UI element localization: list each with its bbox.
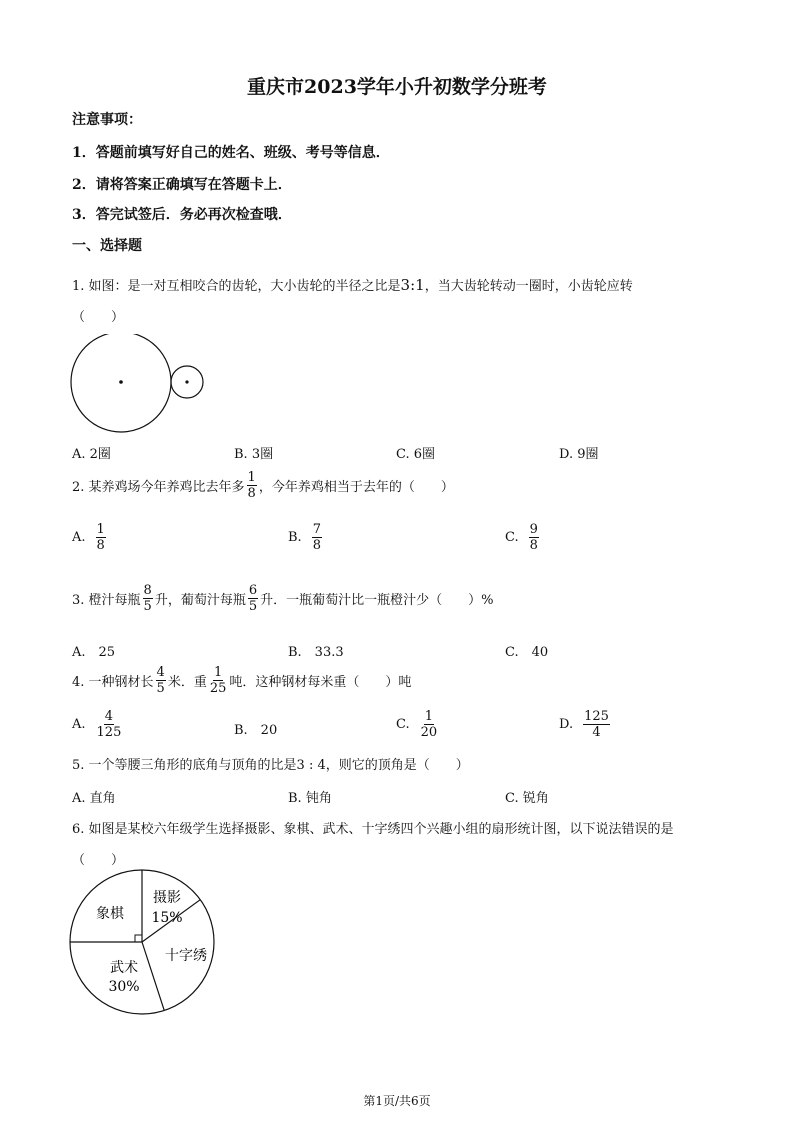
q4-option-c[interactable] xyxy=(396,709,440,740)
denominator: 125 xyxy=(96,725,122,740)
numerator: 6 xyxy=(248,583,258,598)
q2-text-b: ，今年养鸡相当于去年的（ ） xyxy=(258,480,454,495)
gear-diagram xyxy=(70,334,210,434)
option-fraction xyxy=(420,709,439,740)
q1-option-a[interactable]: A. 2圈 xyxy=(72,447,111,462)
numerator: 1 xyxy=(247,470,256,485)
numerator: 4 xyxy=(104,709,114,724)
q1-ratio: 3:1 xyxy=(400,276,425,294)
question-4 xyxy=(72,665,411,696)
option-label: A. xyxy=(72,530,86,545)
page-title: 重庆市2023学年小升初数学分班考 xyxy=(247,76,547,98)
q4-text-b: 米．重 xyxy=(167,675,207,690)
q4-fraction-2 xyxy=(209,665,228,696)
option-label: A. xyxy=(72,717,86,732)
q4-fraction-1 xyxy=(156,665,166,696)
q2-option-c[interactable] xyxy=(505,522,541,553)
q3-option-b[interactable]: B. 33.3 xyxy=(288,645,344,660)
q3-text-c: 升．一瓶葡萄汁比一瓶橙汁少（ ）% xyxy=(260,593,494,608)
denominator: 8 xyxy=(312,538,321,553)
numerator: 1 xyxy=(213,665,223,680)
q1-text-a: 1. 如图：是一对互相咬合的齿轮，大小齿轮的半径之比是 xyxy=(72,279,401,294)
q1-paren: （ ） xyxy=(72,310,125,325)
numerator: 8 xyxy=(143,583,152,598)
q6-paren: （ ） xyxy=(72,853,125,868)
label-sheying-pct: 15% xyxy=(151,910,183,926)
option-fraction xyxy=(583,709,610,740)
q1-option-c[interactable]: C. 6圈 xyxy=(396,447,436,462)
question-2 xyxy=(72,470,454,501)
option-fraction xyxy=(96,522,106,553)
denominator: 20 xyxy=(420,725,438,740)
q4-option-d[interactable] xyxy=(559,709,612,740)
denominator: 25 xyxy=(209,681,227,696)
page-footer: 第1页/共6页 xyxy=(363,1094,431,1108)
notice-item-1: 1．答题前填写好自己的姓名、班级、考号等信息． xyxy=(72,145,390,161)
denominator: 4 xyxy=(592,725,601,740)
pie-chart xyxy=(68,868,220,1020)
q3-option-a[interactable]: A. 25 xyxy=(72,645,116,660)
option-fraction xyxy=(529,522,539,553)
label-sheying: 摄影 xyxy=(153,890,181,906)
q5-option-c[interactable]: C. 锐角 xyxy=(505,791,549,806)
numerator: 1 xyxy=(424,709,434,724)
option-label: D. xyxy=(559,717,574,732)
q3-text-a: 3. 橙汁每瓶 xyxy=(72,593,141,608)
label-wushu-pct: 30% xyxy=(108,979,140,995)
denominator: 8 xyxy=(96,538,105,553)
notice-item-3: 3．答完试签后．务必再次检查哦． xyxy=(72,207,292,223)
q4-text-c: 吨．这种钢材每米重（ ）吨 xyxy=(229,675,412,690)
option-label: C. xyxy=(396,717,410,732)
numerator: 9 xyxy=(529,522,538,537)
numerator: 7 xyxy=(312,522,321,537)
q2-text-a: 2. 某养鸡场今年养鸡比去年多 xyxy=(72,480,245,495)
q2-option-a[interactable] xyxy=(72,522,108,553)
denominator: 8 xyxy=(529,538,538,553)
option-label: C. xyxy=(505,530,519,545)
q1-option-d[interactable]: D. 9圈 xyxy=(559,447,599,462)
q3-option-c[interactable]: C. 40 xyxy=(505,645,549,660)
q2-fraction xyxy=(247,470,257,501)
denominator: 5 xyxy=(143,599,152,614)
option-label: B. xyxy=(288,530,302,545)
denominator: 8 xyxy=(247,486,256,501)
numerator: 1 xyxy=(96,522,105,537)
question-6: 6. 如图是某校六年级学生选择摄影、象棋、武术、十字绣四个兴趣小组的扇形统计图，以下说法错误的是 xyxy=(72,822,674,837)
pie-slice-boundary-武术 xyxy=(142,942,164,1010)
option-fraction xyxy=(312,522,322,553)
question-5: 5. 一个等腰三角形的底角与顶角的比是3 : 4，则它的顶角是（ ） xyxy=(72,758,469,773)
label-xiangqi: 象棋 xyxy=(96,906,124,922)
q4-option-a[interactable] xyxy=(72,709,124,740)
denominator: 5 xyxy=(156,681,165,696)
label-wushu: 武术 xyxy=(110,960,138,976)
q3-text-b: 升，葡萄汁每瓶 xyxy=(154,593,246,608)
large-gear-center xyxy=(119,380,123,384)
q5-option-a[interactable]: A. 直角 xyxy=(72,791,116,806)
q1-option-b[interactable]: B. 3圈 xyxy=(234,447,274,462)
right-angle-marker xyxy=(135,935,142,942)
notice-item-2: 2．请将答案正确填写在答题卡上． xyxy=(72,177,292,193)
q3-fraction-2 xyxy=(248,583,258,614)
notice-heading: 注意事项： xyxy=(72,112,142,128)
question-1 xyxy=(72,275,633,294)
numerator: 4 xyxy=(156,665,165,680)
q4-text-a: 4. 一种钢材长 xyxy=(72,675,154,690)
label-shizixiu: 十字绣 xyxy=(165,948,207,964)
question-3 xyxy=(72,583,493,614)
q1-text-b: ，当大齿轮转动一圈时，小齿轮应转 xyxy=(424,279,633,294)
option-fraction xyxy=(96,709,123,740)
q5-option-b[interactable]: B. 钝角 xyxy=(288,791,332,806)
small-gear-center xyxy=(185,380,188,383)
q2-option-b[interactable] xyxy=(288,522,324,553)
q4-option-b[interactable]: B. 20 xyxy=(234,723,278,738)
section-heading: 一、选择题 xyxy=(72,238,142,254)
numerator: 125 xyxy=(584,709,609,724)
denominator: 5 xyxy=(248,599,258,614)
q3-fraction-1 xyxy=(143,583,153,614)
